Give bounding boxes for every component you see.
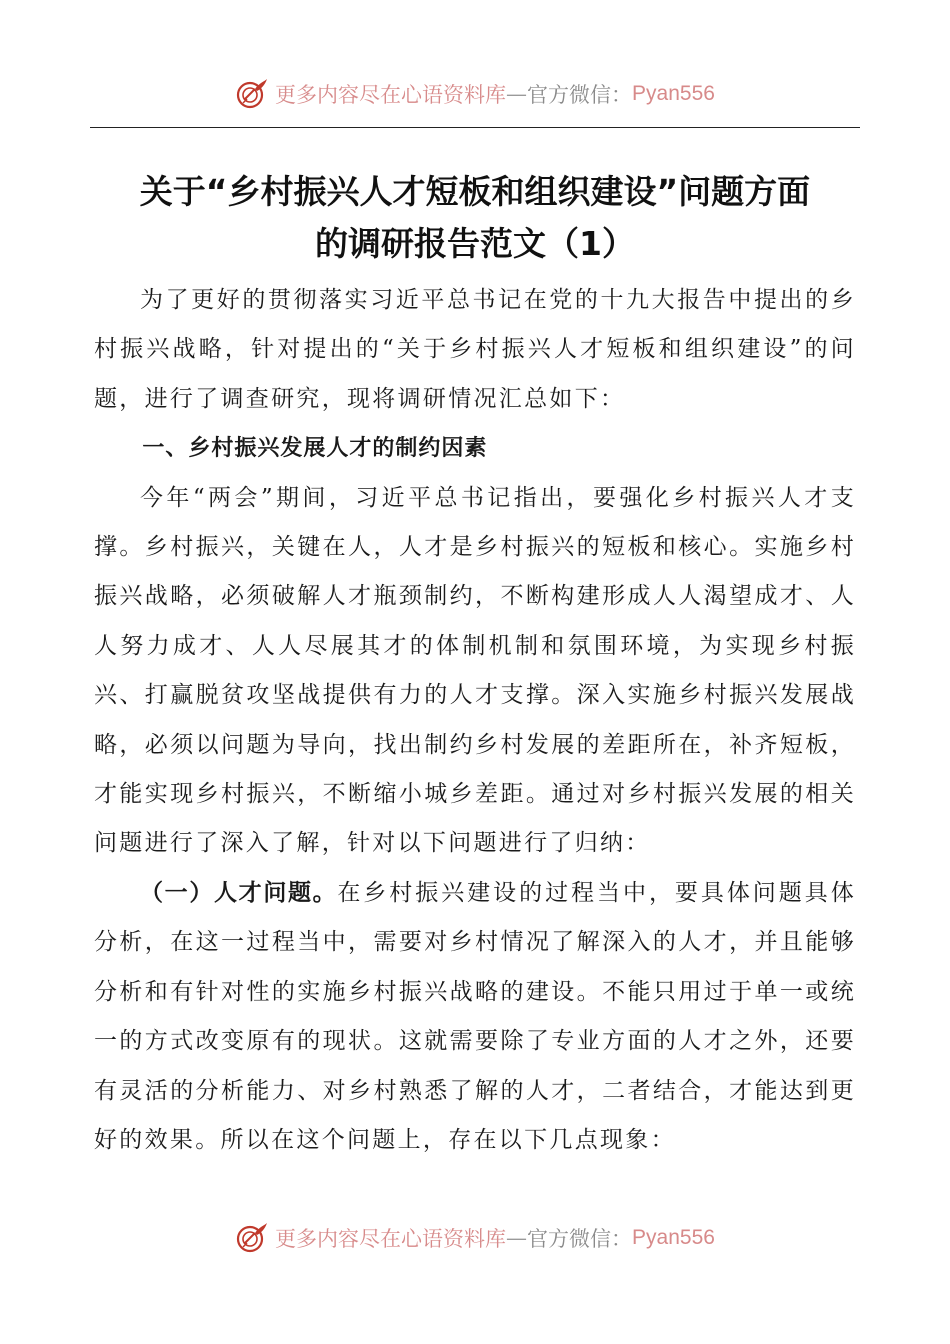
subsection-1-lead: （一）人才问题。: [140, 879, 338, 906]
quill-seal-logo-icon: [235, 1221, 269, 1255]
footer-watermark-banner: [0, 1216, 950, 1260]
quill-seal-logo-icon: [235, 77, 269, 111]
document-body: [94, 276, 856, 1165]
title-line-1: 关于“乡村振兴人才短板和组织建设”问题方面: [139, 172, 811, 211]
banner-wechat-label: 官方微信：: [527, 83, 633, 107]
section-1-paragraph: 今年“两会”期间，习近平总书记指出，要强化乡村振兴人才支撑。乡村振兴，关键在人，人才是乡村振兴的短板和核心。实施乡村振兴战略，必须破解人才瓶颈制约，不断构建形成人人渴望成才、人人努力成才、人人尽展其才的体制机制和氛围环境，为实现乡村振兴、打赢脱贫攻坚战提供有力的人才支撑。深入实施乡村振兴发展战略，必须以问题为导向，找出制约乡村发展的差距所在，补齐短板，才能实现乡村振兴，不断缩小城乡差距。通过对乡村振兴发展的相关问题进行了深入了解，针对以下问题进行了归纳：: [94, 484, 856, 857]
banner-wechat-label: 官方微信：: [527, 1227, 633, 1251]
subsection-1-paragraph: [94, 869, 856, 1165]
subsection-1-body: 在乡村振兴建设的过程当中，要具体问题具体分析，在这一过程当中，需要对乡村情况了解深入的人才，并且能够分析和有针对性的实施乡村振兴战略的建设。不能只用过于单一或统一的方式改变原有的现状。这就需要除了专业方面的人才之外，还要有灵活的分析能力、对乡村熟悉了解的人才，二者结合，才能达到更好的效果。所以在这个问题上，存在以下几点现象：: [94, 879, 857, 1153]
banner-wechat-id: Pyan556: [632, 1226, 715, 1249]
title-line-2: 的调研报告范文（1）: [315, 224, 635, 263]
banner-site-text: 更多内容尽在心语资料库: [275, 83, 507, 107]
header-divider: [90, 127, 860, 128]
banner-wechat-id: Pyan556: [632, 82, 715, 105]
banner-dash: —: [506, 82, 528, 106]
banner-dash: —: [506, 1226, 528, 1250]
section-heading-1: 一、乡村振兴发展人才的制约因素: [142, 436, 488, 462]
document-title: [60, 166, 890, 270]
intro-paragraph: 为了更好的贯彻落实习近平总书记在党的十九大报告中提出的乡村振兴战略，针对提出的“关于乡村振兴人才短板和组织建设”的问题，进行了调查研究，现将调研情况汇总如下：: [94, 287, 856, 412]
banner-site-text: 更多内容尽在心语资料库: [275, 1227, 507, 1251]
header-watermark-banner: [0, 72, 950, 116]
